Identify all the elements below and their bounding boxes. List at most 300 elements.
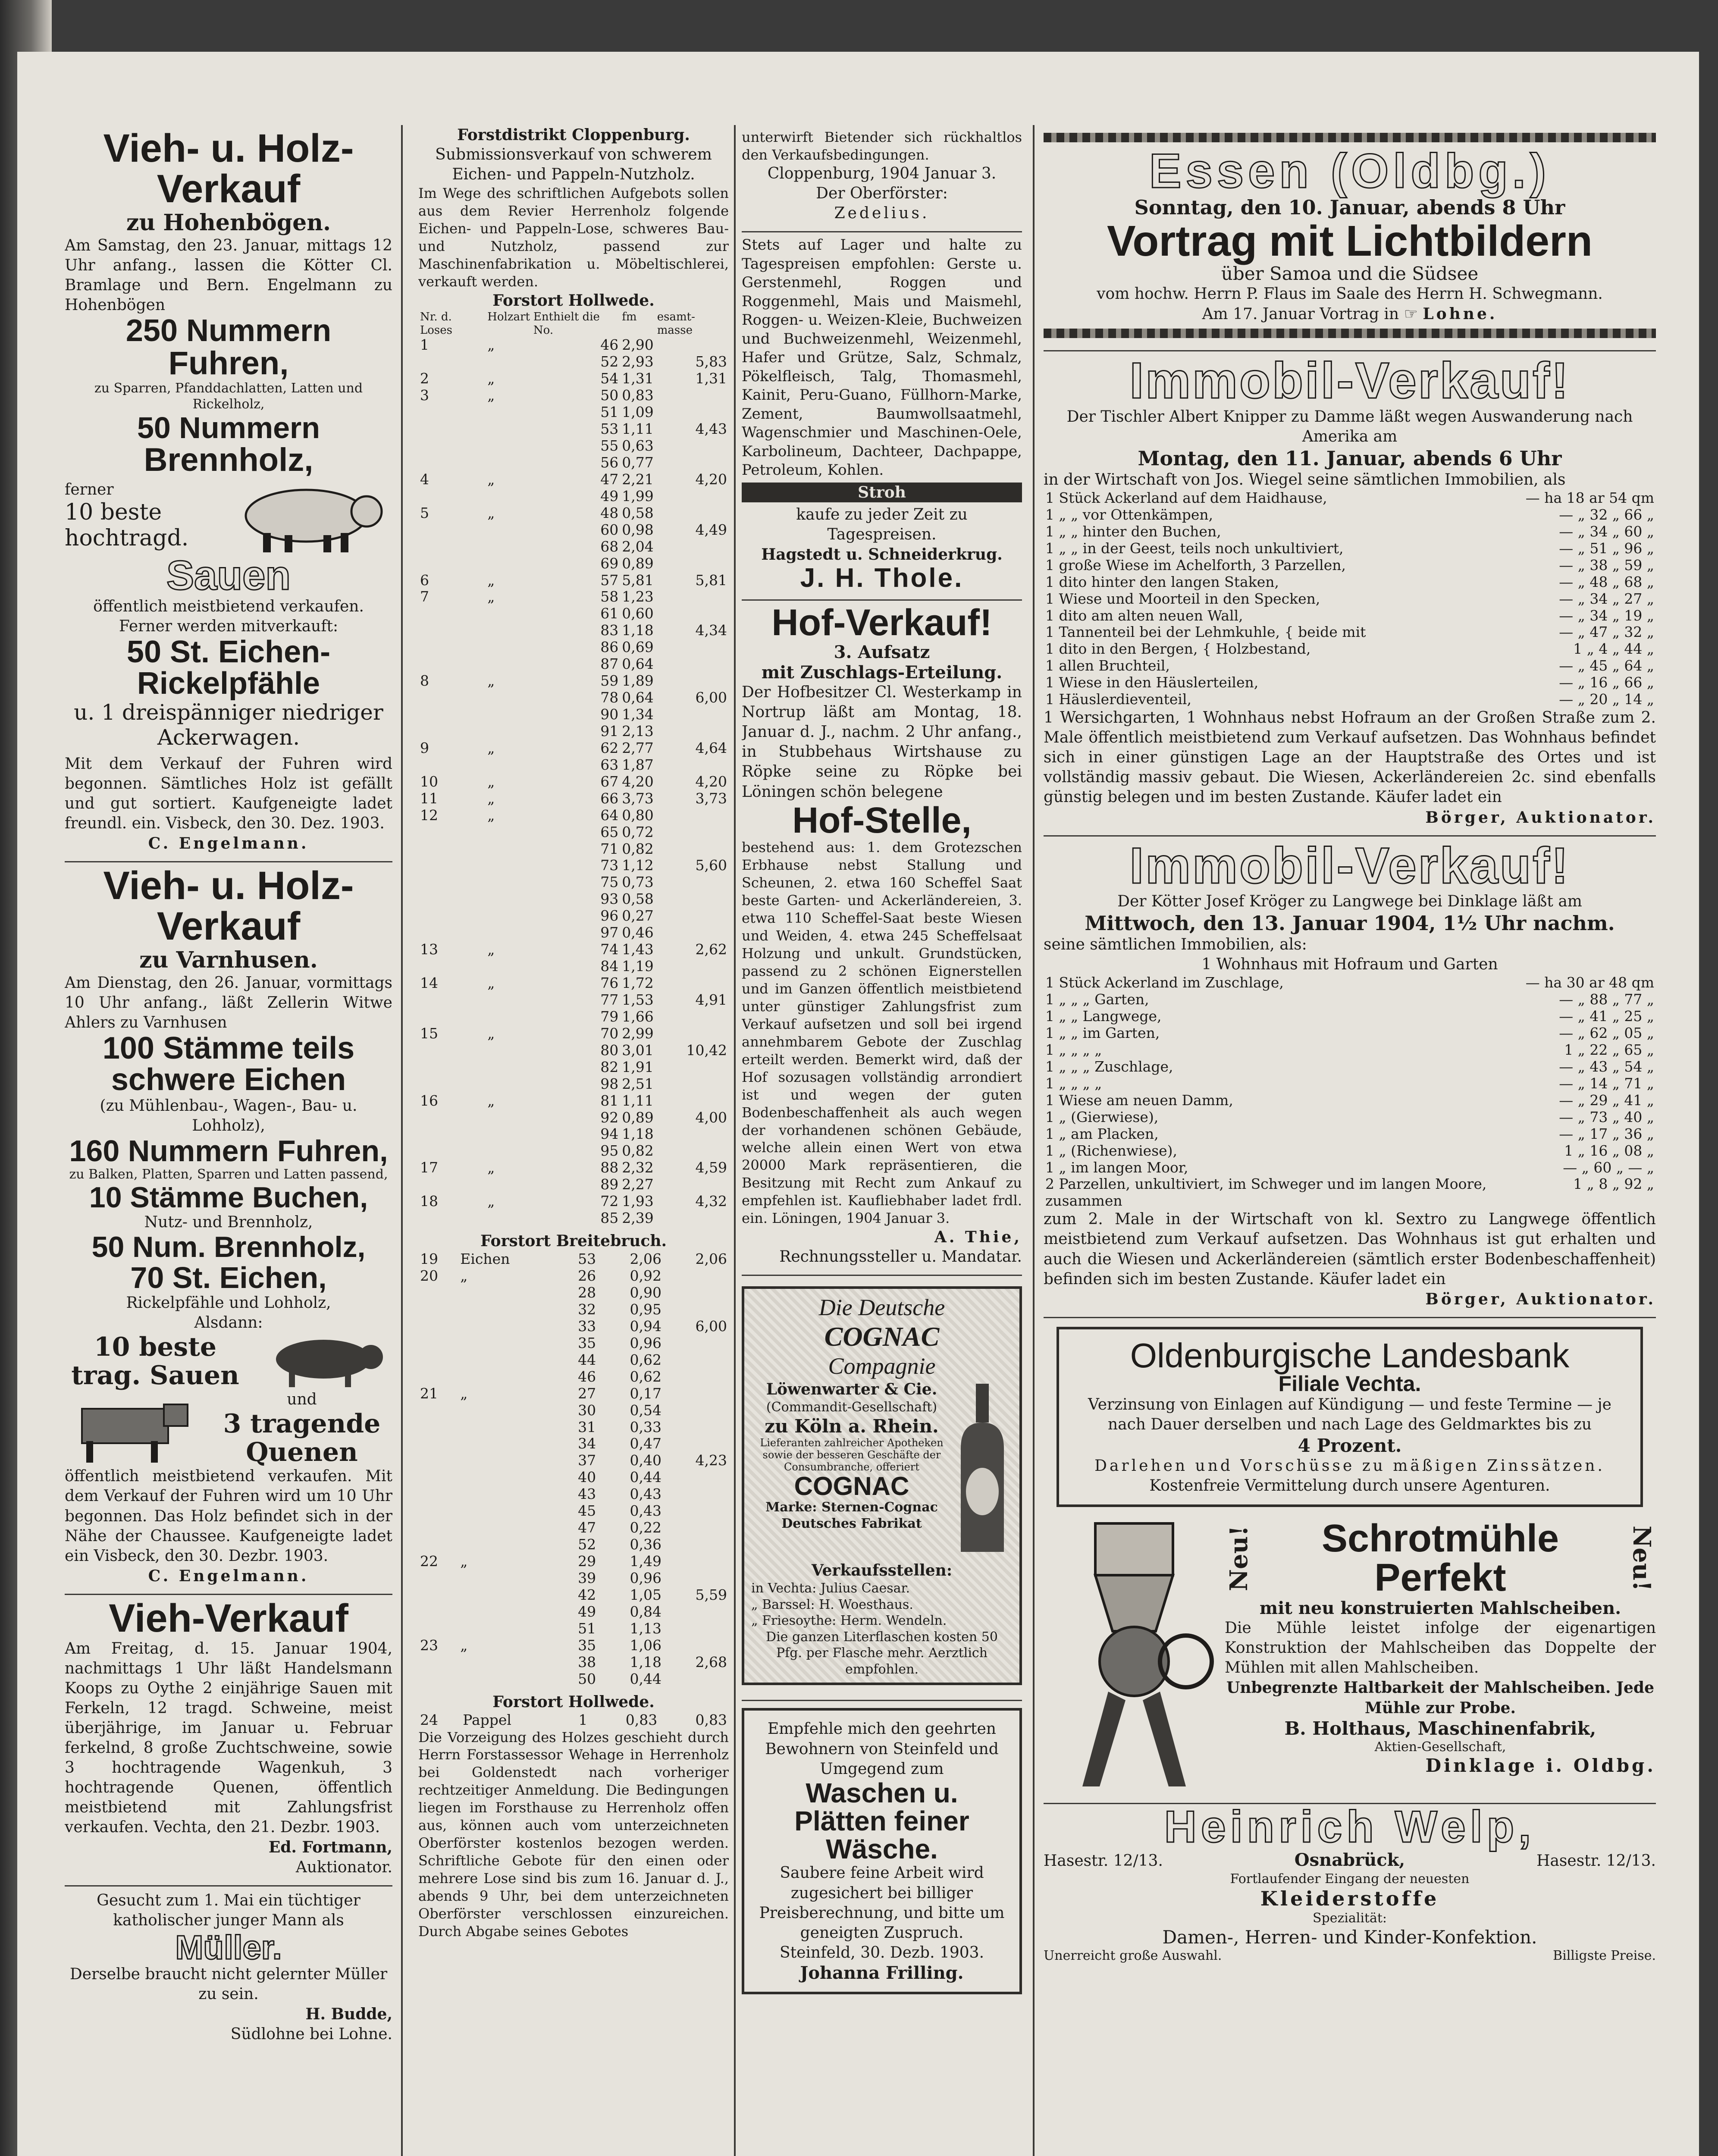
table-cell: 72 — [600, 1193, 619, 1210]
table-cell — [458, 1419, 558, 1436]
table-row — [418, 1318, 729, 1335]
table-cell — [655, 1210, 729, 1227]
ad-text: Mit dem Verkauf der Fuhren wird begonnen. Sämtliches Holz ist gefällt und gut sortiert. Kaufgeneigte ladet freundl. ein. Visbeck, den 30. Dez. 1903. — [65, 755, 392, 832]
ad-text: Darlehen und Vorschüsse zu mäßigen Zinssätzen. — [1094, 1457, 1605, 1475]
table-cell: 4,00 — [695, 1109, 727, 1126]
table-cell — [418, 824, 486, 841]
table-row — [418, 555, 729, 572]
table-row — [1044, 1109, 1656, 1126]
table-cell: 1,06 — [630, 1636, 662, 1654]
table-cell: „ — [487, 470, 495, 488]
table-cell — [486, 874, 532, 891]
table-cell: 0,83 — [622, 387, 654, 404]
table-cell: 13 — [420, 941, 438, 958]
table-cell: 2,90 — [622, 336, 654, 354]
table-cell — [655, 387, 729, 404]
table-header-cell: Nr. d. Loses — [420, 310, 452, 337]
ad-text: Nutz- und Brennholz, — [144, 1213, 313, 1232]
table-cell — [486, 1210, 532, 1227]
table-cell: 50 — [600, 387, 619, 404]
table-cell — [663, 1671, 729, 1688]
table-cell — [663, 1419, 729, 1436]
pig-illustration-icon — [229, 477, 392, 555]
table-cell: 98 — [600, 1075, 619, 1092]
table-row — [418, 539, 729, 555]
table-cell: 0,73 — [622, 874, 654, 891]
ad-signature-role: Der Oberförster: — [816, 184, 948, 202]
table-cell — [418, 908, 486, 924]
ad-title: Vieh- u. Holz-Verkauf — [103, 126, 354, 211]
table-cell: 90 — [600, 706, 619, 723]
table-cell — [458, 1654, 558, 1671]
table-cell — [663, 1285, 729, 1301]
table-cell: 0,43 — [630, 1502, 662, 1520]
ad-welp — [1044, 1804, 1656, 1964]
table-cell: 1,89 — [622, 672, 654, 689]
table-cell — [418, 757, 486, 774]
table-cell: 46 — [600, 336, 619, 354]
table-cell: 2 — [420, 370, 429, 387]
grinding-mill-illustration-icon — [1044, 1519, 1225, 1795]
ad-signature: C. Engelmann. — [148, 1567, 309, 1585]
table-row — [418, 1369, 729, 1385]
table-cell: 1 „ „ im Garten, — [1045, 1025, 1160, 1042]
table-cell: 27 — [578, 1385, 596, 1402]
table-row — [418, 673, 729, 689]
table-row — [418, 1076, 729, 1093]
table-cell: Eichen — [460, 1250, 510, 1268]
table-cell: 0,58 — [622, 504, 654, 521]
table-cell: 0,58 — [622, 890, 654, 908]
table-row — [418, 1620, 729, 1637]
table-cell — [458, 1452, 558, 1469]
table-cell — [655, 488, 729, 505]
table-cell — [486, 639, 532, 656]
ad-text: zu Köln a. Rhein. — [765, 1415, 939, 1437]
column-rule — [401, 125, 403, 2156]
table-cell: 4,23 — [695, 1452, 727, 1469]
table-row — [1044, 1159, 1656, 1176]
table-cell — [486, 757, 532, 774]
table-cell: — „ 17 „ 36 „ — [1559, 1125, 1654, 1142]
table-cell: 0,83 — [695, 1711, 727, 1728]
ad-text: zu Sparren, Pfanddachlatten, Latten und Rickelholz, — [94, 380, 363, 412]
table-cell — [486, 824, 532, 841]
table-cell: Pappel — [463, 1711, 511, 1728]
table-cell: 86 — [600, 639, 619, 656]
table-row — [1044, 574, 1656, 591]
table-row — [418, 337, 729, 354]
table-cell — [486, 924, 532, 941]
table-row — [418, 891, 729, 908]
table-cell: 1,66 — [622, 1008, 654, 1025]
table-cell: 58 — [600, 588, 619, 605]
table-cell — [486, 1109, 532, 1126]
table-cell: 1 „ 16 „ 08 „ — [1564, 1142, 1654, 1159]
ad-text: Kostenfreie Vermittelung durch unsere Agenturen. — [1149, 1476, 1550, 1495]
table-cell: 81 — [600, 1092, 619, 1109]
table-cell: — „ 88 „ 77 „ — [1559, 991, 1654, 1008]
ad-text: (Commandit-Gesellschaft) — [766, 1400, 937, 1415]
table-cell: 8 — [420, 672, 429, 689]
table-cell — [486, 1076, 532, 1093]
cow-illustration-icon — [65, 1391, 194, 1465]
table-cell: — „ 41 „ 25 „ — [1559, 1008, 1654, 1025]
table-cell — [663, 1604, 729, 1620]
table-cell: 19 — [420, 1250, 438, 1268]
ad-signature: B. Holthaus, Maschinenfabrik, — [1284, 1717, 1596, 1739]
table-cell: 4,34 — [695, 622, 727, 639]
table-cell: 47 — [578, 1519, 596, 1536]
table-cell — [418, 1469, 458, 1486]
table-cell: 1 Wiese am neuen Damm, — [1045, 1091, 1233, 1109]
table-cell: 3,73 — [695, 790, 727, 807]
ad-address: Hasestr. 12/13. — [1044, 1852, 1163, 1870]
table-cell — [655, 841, 729, 858]
table-row — [418, 874, 729, 891]
table-cell — [486, 891, 532, 908]
table-cell: 21 — [420, 1385, 438, 1402]
ad-headline: 10 beste trag. Sauen — [71, 1332, 239, 1391]
table-row — [418, 1335, 729, 1352]
table-cell: 0,46 — [622, 924, 654, 941]
table-cell — [418, 1620, 458, 1637]
table-row — [418, 421, 729, 438]
table-cell: 1,99 — [622, 487, 654, 505]
table-row — [1044, 991, 1656, 1008]
table-cell — [418, 622, 486, 639]
ad-headline: 250 Nummern — [125, 313, 332, 348]
table-cell: — „ 34 „ 27 „ — [1559, 590, 1654, 607]
table-header-cell: fm — [622, 310, 637, 324]
table-cell: 97 — [600, 924, 619, 941]
table-cell: 1,18 — [622, 1125, 654, 1143]
table-cell: 1 „ „ „ Garten, — [1045, 991, 1149, 1008]
table-cell — [655, 924, 729, 941]
table-row — [1044, 523, 1656, 540]
table-cell — [655, 824, 729, 841]
ad-place: zu Varnhusen. — [139, 946, 318, 973]
table-cell: 2,06 — [695, 1250, 727, 1268]
table-cell: 63 — [600, 756, 619, 773]
table-cell: 0,83 — [625, 1711, 658, 1728]
table-row — [418, 572, 729, 589]
table-row — [418, 622, 729, 639]
table-cell: 1 „ „ „ „ — [1045, 1041, 1102, 1058]
table-cell: — „ 62 „ 05 „ — [1559, 1025, 1654, 1042]
table-cell — [418, 1059, 486, 1076]
table-cell: 0,40 — [630, 1452, 662, 1469]
table-row — [1044, 608, 1656, 624]
ad-headline: Waschen u. Plätten feiner Wäsche. — [794, 1777, 969, 1865]
table-cell: 61 — [600, 605, 619, 622]
table-row — [418, 1176, 729, 1193]
table-cell — [655, 656, 729, 673]
table-cell — [418, 639, 486, 656]
table-row — [418, 807, 729, 824]
table-cell: 62 — [600, 739, 619, 756]
table-cell: 1,72 — [622, 975, 654, 991]
ad-rate: 4 Prozent. — [1298, 1435, 1402, 1456]
ad-text: (zu Mühlenbau-, Wagen-, Bau- u. Lohholz), — [100, 1097, 357, 1134]
column-2 — [418, 125, 729, 2156]
table-cell: 4,49 — [695, 521, 727, 538]
table-cell — [655, 1009, 729, 1025]
table-cell — [458, 1469, 558, 1486]
table-row — [418, 1352, 729, 1369]
table-row — [1044, 1176, 1656, 1210]
table-row — [418, 1452, 729, 1469]
ad-text: Lohne. — [1423, 305, 1498, 323]
table-cell: 20 — [420, 1267, 438, 1285]
table-cell — [418, 1076, 486, 1093]
table-cell — [418, 1452, 458, 1469]
table-cell: 0,44 — [630, 1670, 662, 1687]
ad-date: Montag, den 11. Januar, abends 6 Uhr — [1138, 446, 1562, 470]
table-cell: 65 — [600, 823, 619, 840]
table-cell: 5,60 — [695, 857, 727, 874]
table-cell: 2,68 — [695, 1653, 727, 1670]
table-cell: „ — [487, 941, 495, 958]
table-cell: 1 dito am alten neuen Wall, — [1045, 607, 1243, 624]
table-cell: 0,98 — [622, 521, 654, 538]
table-cell: 1,11 — [622, 1092, 654, 1109]
table-cell — [458, 1520, 558, 1536]
table-cell: „ — [460, 1636, 468, 1654]
ad-text: öffentlich meistbietend verkaufen. Ferner werden mitverkauft: — [93, 597, 364, 635]
table-cell: 1,93 — [622, 1193, 654, 1210]
newspaper-page — [17, 52, 1699, 2156]
table-cell: 0,90 — [630, 1284, 662, 1301]
table-cell: 0,82 — [622, 1142, 654, 1159]
table-cell: 96 — [600, 907, 619, 924]
table-cell — [655, 706, 729, 723]
ad-place: Südlohne bei Lohne. — [230, 2025, 392, 2043]
table-cell — [655, 908, 729, 924]
table-cell — [418, 1009, 486, 1025]
table-row — [418, 975, 729, 992]
table-cell: 4,32 — [695, 1193, 727, 1210]
table-cell: 1 „ 22 „ 65 „ — [1564, 1041, 1654, 1058]
table-header-cell: esamt-masse — [657, 310, 695, 337]
table-cell: 52 — [578, 1536, 596, 1553]
table-cell: — „ 51 „ 96 „ — [1559, 539, 1654, 557]
table-cell: 22 — [420, 1553, 438, 1570]
ad-signature: J. H. Thole. — [800, 563, 964, 593]
table-cell: 1 allen Bruchteil, — [1045, 657, 1170, 674]
table-cell: 1,87 — [622, 756, 654, 773]
table-cell: 56 — [600, 454, 619, 471]
table-row — [418, 1553, 729, 1570]
table-cell: 54 — [600, 370, 619, 387]
ad-text: ferner — [65, 480, 114, 498]
ad-text: Spezialität: — [1312, 1911, 1387, 1926]
ad-signature: Börger, Auktionator. — [1425, 1290, 1656, 1308]
table-cell: — „ 73 „ 40 „ — [1559, 1108, 1654, 1125]
table-cell: 0,62 — [630, 1351, 662, 1368]
table-cell — [655, 605, 729, 622]
table-cell: 10,42 — [686, 1041, 727, 1059]
table-row — [418, 1301, 729, 1318]
bottle-icon — [952, 1379, 1013, 1561]
ad-signature-role: Aktien-Gesellschaft, — [1374, 1739, 1506, 1755]
table-cell — [486, 1176, 532, 1193]
table-cell: 66 — [600, 790, 619, 807]
ad-text: Verkaufsstellen: — [811, 1561, 953, 1580]
table-cell: 78 — [600, 689, 619, 706]
table-cell — [663, 1402, 729, 1419]
ad-headline: Hof-Stelle, — [792, 799, 972, 840]
table-cell: 28 — [578, 1284, 596, 1301]
table-cell: 0,89 — [622, 1109, 654, 1126]
ad-text: zum 2. Male in der Wirtschaft von kl. Sextro zu Langwege öffentlich meistbietend zum Verkauf aufsetzen. Das Wohnhaus ist gut erhalten und auch die Wiesen und Ackerländereien (sämtlich erster Bodenbeschaffenheit) befinden sich im besten Zustande. Käufer ladet ein — [1044, 1210, 1656, 1288]
ad-title: Vieh- u. Holz-Verkauf — [103, 864, 354, 948]
ad-text: Alsdann: — [194, 1314, 263, 1332]
ad-place: zu Hohenbögen. — [126, 209, 331, 236]
table-cell: — „ 32 „ 66 „ — [1559, 506, 1654, 523]
table-cell: 1 „ (Gierwiese), — [1045, 1108, 1159, 1125]
table-cell: — „ 47 „ 32 „ — [1559, 624, 1654, 641]
table-cell — [418, 1503, 458, 1520]
table-cell: 0,17 — [630, 1385, 662, 1402]
cognac-list-item: „ Barssel: H. Woesthaus. — [751, 1597, 913, 1612]
table-cell — [486, 958, 532, 975]
ad-text: Saubere feine Arbeit wird zugesichert bei billiger Preisberechnung, und bitte um geneigten Zuspruch. — [759, 1864, 1005, 1942]
table-cell — [655, 438, 729, 454]
table-cell: 3 — [420, 387, 429, 404]
table-cell: „ — [460, 1385, 468, 1402]
table-cell: 0,72 — [622, 823, 654, 840]
table-cell — [486, 421, 532, 438]
table-row — [418, 1042, 729, 1059]
table-cell — [655, 1059, 729, 1076]
ad-intro: Der Tischler Albert Knipper zu Damme läßt wegen Auswanderung nach Amerika am — [1066, 407, 1633, 445]
table-row — [1044, 540, 1656, 557]
ad-headline: COGNAC — [794, 1471, 909, 1501]
table-cell — [486, 488, 532, 505]
table-cell — [486, 438, 532, 454]
table-cell — [663, 1369, 729, 1385]
table-cell: 2,21 — [622, 470, 654, 488]
table-cell: 1 „ (Richenwiese), — [1045, 1142, 1178, 1159]
table-cell — [418, 1126, 486, 1143]
ad-hohenboegen — [65, 125, 392, 862]
cognac-list-item: in Vechta: Julius Caesar. — [751, 1581, 910, 1596]
table-cell: 0,22 — [630, 1519, 662, 1536]
table-cell: 0,60 — [622, 605, 654, 622]
table-cell: 1 Stück Ackerland im Zuschlage, — [1045, 974, 1284, 991]
table-row — [1044, 1059, 1656, 1075]
table-cell: 23 — [420, 1636, 438, 1654]
table-cell — [663, 1486, 729, 1503]
table-row — [418, 774, 729, 790]
pig-illustration-icon — [263, 1333, 392, 1389]
ad-text: Billigste Preise. — [1553, 1948, 1656, 1963]
table-cell: 12 — [420, 806, 438, 824]
table-row — [1044, 691, 1656, 708]
forst-subtitle: Submissionsverkauf von schwerem Eichen- und Pappeln-Nutzholz. — [435, 146, 712, 184]
ad-intro: seine sämtlichen Immobilien, als: — [1044, 936, 1307, 954]
table-cell: 92 — [600, 1109, 619, 1126]
table-cell: 3,01 — [622, 1041, 654, 1059]
ad-text: Derselbe braucht nicht gelernter Müller zu sein. — [69, 1965, 388, 2003]
table-cell: 48 — [600, 504, 619, 521]
table-cell: „ — [460, 1553, 468, 1570]
table-cell: 2,04 — [622, 538, 654, 555]
table-row — [418, 1712, 729, 1729]
table-row — [418, 689, 729, 706]
table-cell: „ — [460, 1267, 468, 1285]
table-cell — [418, 1109, 486, 1126]
table-cell: 0,33 — [630, 1418, 662, 1435]
table-cell — [458, 1285, 558, 1301]
ad-text: bestehend aus: 1. dem Grotezschen Erbhause nebst Stallung und Scheunen, 2. etwa 160 Scheffel Saat beste Garten- und Ackerländereien, 3. etwa 110 Scheffel-Saat beste Wiesen und Weiden, 4. etwa 245 Scheffelsaat Holzung und unkult. Grundstücken, passend zu 2 schönen Eignerstellen und im Ganzen öffentlich meistbietend unter günstiger Zahlungsfrist zum Verkauf aufsetzen und soll bei irgend annehmbarem Gebote der Zuschlag erteilt werden. Bemerkt wird, daß der Hof sozusagen vollständig arrondiert ist und wegen der guten Bodenbeschaffenheit als auch wegen der vorhandenen schönen Gebäude, welche allein einen Wert von etwa 20000 Mark repräsentieren, die Besitzung mit Recht zum Ankauf zu empfehlen ist. Kaufliebhaber ladet frdl. ein. Löningen, 1904 Januar 3. — [742, 839, 1022, 1227]
table-cell — [486, 1009, 532, 1025]
table-cell: „ — [487, 1092, 495, 1109]
forst-outro: Die Vorzeigung des Holzes geschieht durch Herrn Forstassessor Wehage in Herrenholz bei Goldenstedt nach vorheriger rechtzeitiger Anmeldung. Die Bedingungen liegen im Forsthause zu Herrenholz offen aus, können auch vom unterzeichneten Oberförster kostenlos bezogen werden. Schriftliche Gebote für den einen oder mehrere Lose sind bis zum 16. Januar d. J., abends 9 Uhr, bei dem unterzeichneten Oberförster verschlossen einzureichen. Durch Abgabe seines Gebotes — [418, 1729, 729, 1940]
table-row — [1044, 557, 1656, 574]
ad-text: Gesucht zum 1. Mai ein tüchtiger katholischer junger Mann als — [97, 1891, 361, 1929]
table-cell — [486, 454, 532, 471]
table-cell — [655, 757, 729, 774]
ad-text: über Samoa und die Südsee — [1221, 263, 1479, 285]
table-cell — [458, 1570, 558, 1587]
ad-intro: Am Samstag, den 23. Januar, mittags 12 Uhr anfang., lassen die Kötter Cl. Bramlage und Bern. Engelmann zu Hohenbögen — [65, 236, 392, 314]
table-cell: 75 — [600, 874, 619, 891]
ad-place: Dinklage i. Oldbg. — [1425, 1755, 1656, 1777]
table-cell — [418, 656, 486, 673]
ad-banner: Stroh — [742, 483, 1022, 502]
ad-text: Empfehle mich den geehrten Bewohnern von Steinfeld und Umgegend zum — [765, 1720, 999, 1778]
table-cell: 6,00 — [695, 1317, 727, 1335]
table-cell: 71 — [600, 840, 619, 857]
forst-section: Forstort Hollwede. — [492, 291, 655, 310]
table-row — [418, 740, 729, 757]
ad-intro: Der Hofbesitzer Cl. Westerkamp in Nortrup läßt am Montag, 18. Januar d. J., nachm. 2 Uhr anfang., in Stubbehaus Wirtshause zu Röpke seine zu Röpke bei Löningen schön belegene — [742, 683, 1022, 801]
table-row — [418, 488, 729, 505]
table-cell: — „ 45 „ 64 „ — [1559, 657, 1654, 674]
ad-badge: Neu! — [1627, 1526, 1656, 1592]
table-row — [418, 924, 729, 941]
ad-headline: Fuhren, — [168, 345, 289, 382]
table-cell — [418, 1402, 458, 1419]
ad-thole — [742, 232, 1022, 601]
table-row — [418, 1604, 729, 1620]
table-cell — [655, 1143, 729, 1159]
table-row — [418, 1143, 729, 1159]
table-row — [418, 639, 729, 656]
table-cell: — „ 60 „ — „ — [1563, 1159, 1654, 1176]
ad-viehverkauf — [65, 1595, 392, 1887]
table-cell: „ — [487, 1193, 495, 1210]
table-cell — [418, 1318, 458, 1335]
table-cell: 0,47 — [630, 1435, 662, 1452]
forst-title: Forstdistrikt Cloppenburg. — [457, 126, 690, 144]
table-cell: 2,06 — [630, 1250, 662, 1268]
table-cell: 16 — [420, 1092, 438, 1109]
table-cell — [663, 1620, 729, 1637]
table-cell — [458, 1335, 558, 1352]
table-cell: 68 — [600, 538, 619, 555]
table-cell — [458, 1435, 558, 1452]
table-cell: 77 — [600, 991, 619, 1008]
table-cell: 1,34 — [622, 706, 654, 723]
ad-title: Schrotmühle Perfekt — [1321, 1517, 1559, 1600]
table-cell — [418, 1435, 458, 1452]
ad-place: Hagstedt u. Schneiderkrug. — [761, 545, 1003, 564]
ad-headline: 50 Num. Brennholz, — [91, 1231, 366, 1264]
table-cell — [418, 958, 486, 975]
